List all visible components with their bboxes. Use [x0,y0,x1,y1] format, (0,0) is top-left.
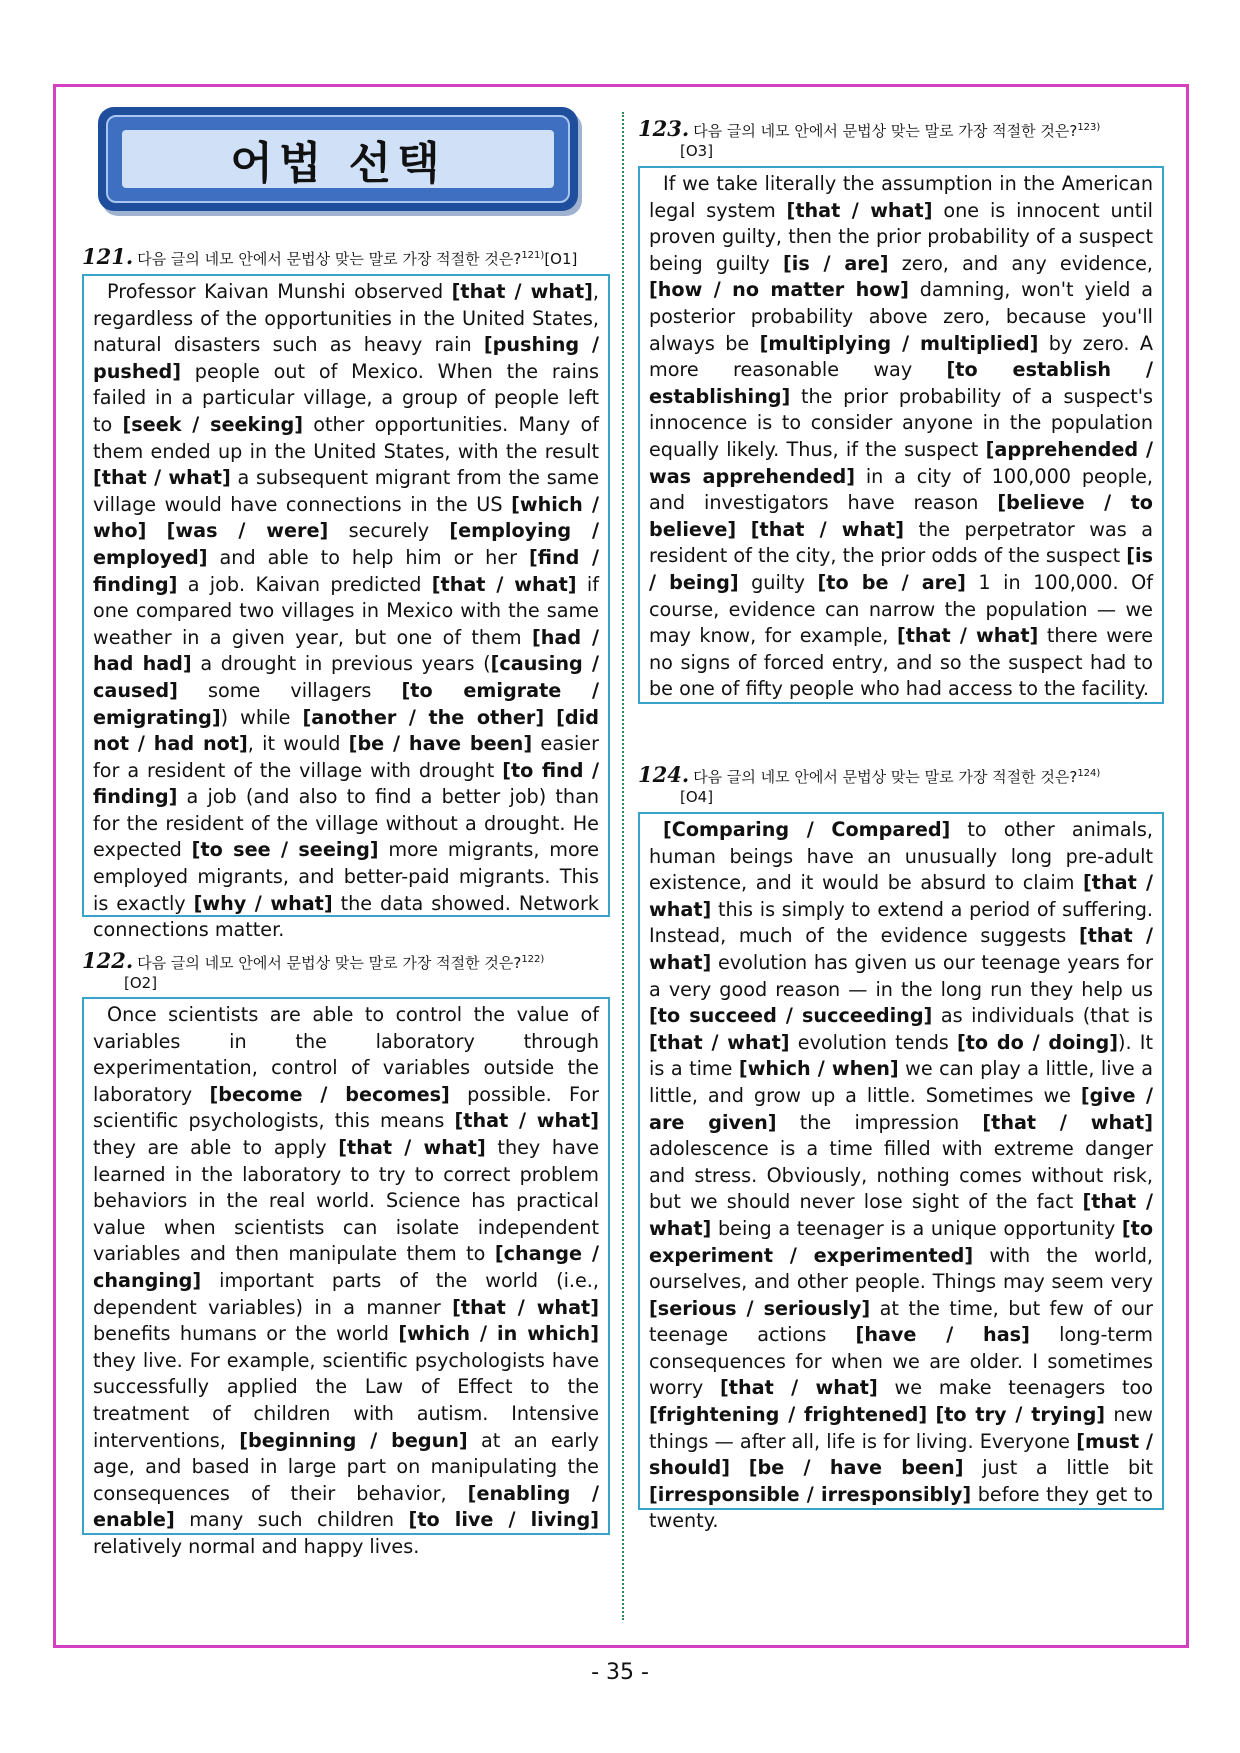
grammar-choice: [which / when] [738,1057,899,1081]
grammar-choice: [pushing / pushed] [93,333,599,383]
page-number: - 35 - [591,1660,649,1685]
grammar-choice: [apprehended / was apprehended] [649,437,1153,488]
grammar-choice: [give / are given] [649,1083,1153,1134]
grammar-choice: [that / what] [982,1110,1153,1134]
grammar-choice: [that / what] [896,624,1039,648]
grammar-choice: [have / has] [855,1323,1030,1347]
grammar-choice: [frightening / frightened] [649,1403,928,1427]
grammar-choice: [which / who] [93,492,599,543]
question-header-122: 122. 다음 글의 네모 안에서 문법상 맞는 말로 가장 적절한 것은?$^{122)}$ [O2] [82,948,545,992]
column-divider [622,112,624,1620]
grammar-choice: [become / becomes] [209,1082,450,1106]
grammar-choice: [how / no matter how] [649,278,909,302]
grammar-choice: [that / what] [338,1135,486,1159]
passage-box-124 [638,812,1164,1533]
grammar-choice: [that / what] [649,1030,790,1054]
passage-box-121 [82,274,610,942]
question-header-124: 124. 다음 글의 네모 안에서 문법상 맞는 말로 가장 적절한 것은?$^{124)}$ [O4] [638,762,1101,806]
grammar-choice: [to see / seeing] [191,838,379,862]
grammar-choice: [serious / seriously] [649,1296,871,1320]
grammar-choice: [to experiment / experimented] [649,1216,1153,1267]
grammar-choice: [enabling / enable] [93,1481,599,1532]
grammar-choice: [that / what] [431,572,577,596]
passage-text-123: If we take literally the assumption in the American legal system [that / what] one is innocent until proven guilty, then the prior probability of a suspect being guilty [is / are] zero, and any evidence, [how / no matter how] damning, won't yield a posterior probability above zero, because you'll always be [multiplying / multiplied] by zero. A more reasonable way [to establish / establishing] the prior probability of a suspect's innocence is to consider anyone in the population equally likely. Thus, if the suspect [apprehended / was apprehended] in a city of 100,000 people, and investigators have reason [believe / to believe] [that / what] the perpetrator was a resident of the city, the prior odds of the suspect [is / being] guilty [to be / are] 1 in 100,000. Of course, evidence can narrow the population — we may know, for example, [that / what] there were no signs of forced entry, and so the suspect had to be one of fifty people who had access to the facility. [649,172,1153,701]
grammar-choice: [irresponsible / irresponsibly] [649,1482,972,1506]
grammar-choice: [causing / caused] [93,652,599,702]
grammar-choice: [that / what] [649,924,1153,974]
grammar-choice: [be / have been] [748,1456,964,1480]
grammar-choice: [that / what] [786,198,933,222]
grammar-choice: [find / finding] [93,545,599,596]
grammar-choice: [to do / doing] [956,1030,1119,1054]
grammar-choice: [which / in which] [398,1322,599,1346]
section-title-banner [98,107,578,211]
passage-text-124: [Comparing / Compared] to other animals, human beings have an unusually long pre-adult existence, and it would be absurd to claim [that / what] this is simply to extend a period of suffering. Instead, much of the evidence suggests [that / what] evolution has given us our teenage years for a very good reason — in the long run they help us [to succeed / succeeding] as individuals (that is [that / what] evolution tends [to do / doing]). It is a time [which / when] we can play a little, live a little, and grow up a little. Sometimes we [give / are given] the impression [that / what] adolescence is a time filled with extreme danger and stress. Obviously, nothing comes without risk, but we should never lose sight of the fact [that / what] being a teenager is a unique opportunity [to experiment / experimented] with the world, ourselves, and other people. Things may seem very [serious / seriously] at the time, but few of our teenage actions [have / has] long-term consequences for when we are older. I sometimes worry [that / what] we make teenagers too [frightening / frightened] [to try / trying] new things — after all, life is for living. Everyone [must / should] [be / have been] just a little bit [irresponsible / irresponsibly] before they get to twenty. [649,818,1154,1533]
passage-text-122: Once scientists are able to control the value of variables in the laboratory through experimentation, control of variables outside the laboratory [become / becomes] possible. For scientific psychologists, this means [that / what] they are able to apply [that / what] they have learned in the laboratory to try to correct problem behaviors in the real world. Science has practical value when scientists can isolate independent variables and then manipulate them to [change / changing] important parts of the world (i.e., dependent variables) in a manner [that / what] benefits humans or the world [which / in which] they live. For example, scientific psychologists have successfully applied the Law of Effect to the treatment of children with autism. Intensive interventions, [beginning / begun] at an early age, and based in large part on manipulating the consequences of their behavior, [enabling / enable] many such children [to live / living] relatively normal and happy lives. [93,1003,600,1558]
grammar-choice: [beginning / begun] [239,1428,468,1452]
grammar-choice: [why / what] [193,891,333,915]
grammar-choice: [multiplying / multiplied] [759,331,1039,355]
grammar-choice: [that / what] [452,1295,599,1319]
grammar-choice: [that / what] [720,1376,878,1400]
grammar-choice: [change / changing] [93,1242,599,1292]
grammar-choice: [is / are] [782,251,889,275]
grammar-choice: [had / had had] [93,625,599,676]
passage-text-121: Professor Kaivan Munshi observed [that / what], regardless of the opportunities in the United States, natural disasters such as heavy rain [pushing / pushed] people out of Mexico. When the rains failed in a particular village, a group of people left to [seek / seeking] other opportunities. Many of them ended up in the United States, with the result [that / what] a subsequent migrant from the same village would have connections in the US [which / who] [was / were] securely [employing / employed] and able to help him or her [find / finding] a job. Kaivan predicted [that / what] if one compared two villages in Mexico with the same weather in a given year, but one of them [had / had had] a drought in previous years ([causing / caused] some villagers [to emigrate / emigrating]) while [another / the other] [did not / had not], it would [be / have been] easier for a resident of the village with drought [to find / finding] a job (and also to find a better job) than for the resident of the village without a drought. He expected [to see / seeing] more migrants, more employed migrants, and better-paid migrants. This is exactly [why / what] the data showed. Network connections matter. [93,280,599,942]
grammar-choice: [believe / to believe] [649,491,1153,541]
question-header-123: 123. 다음 글의 네모 안에서 문법상 맞는 말로 가장 적절한 것은?$^{123)}$ [O3] [638,116,1101,160]
grammar-choice: [that / what] [750,517,904,541]
grammar-choice: [that / what] [93,466,231,490]
grammar-choice: [another / the other] [302,705,545,729]
grammar-choice: [Comparing / Compared] [663,818,951,841]
grammar-choice: [to live / living] [408,1508,600,1532]
grammar-choice: [that / what] [454,1109,599,1133]
question-header-121: 121. 다음 글의 네모 안에서 문법상 맞는 말로 가장 적절한 것은?$^{121)}$[O1] [82,244,578,269]
grammar-choice: [was / were] [166,519,329,543]
grammar-choice: [to find / finding] [93,758,599,809]
grammar-choice: [must / should] [649,1429,1153,1480]
grammar-choice: [employing / employed] [93,519,599,569]
grammar-choice: [be / have been] [348,732,533,756]
grammar-choice: [to emigrate / emigrating] [93,678,599,729]
grammar-choice: [to try / trying] [935,1403,1106,1427]
grammar-choice: [that / what] [649,871,1153,921]
passage-box-122 [82,997,610,1558]
grammar-choice: [that / what] [451,280,593,303]
section-title: 어법 선택 [122,130,554,188]
grammar-choice: [did not / had not] [93,705,599,756]
passage-box-123 [638,166,1164,704]
grammar-choice: [to succeed / succeeding] [649,1004,933,1028]
grammar-choice: [is / being] [649,544,1153,594]
grammar-choice: [to be / are] [817,570,966,594]
grammar-choice: [that / what] [649,1190,1153,1240]
grammar-choice: [seek / seeking] [122,412,304,436]
grammar-choice: [to establish / establishing] [649,358,1153,408]
